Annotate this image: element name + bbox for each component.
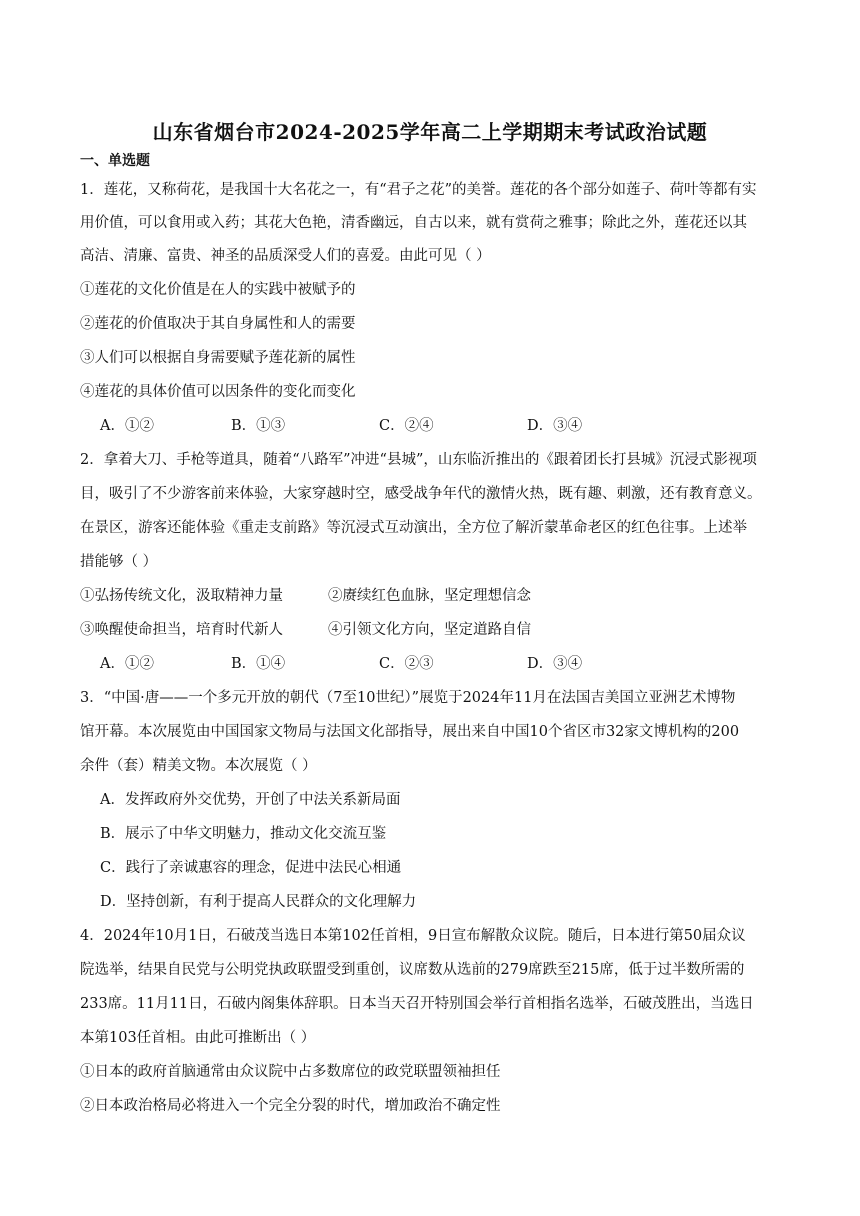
q3-line-1: 3．“中国·唐——一个多元开放的朝代（7至10世纪）”展览于2024年11月在法国吉美国立亚洲艺术博物 (80, 690, 736, 706)
q1-statement-4: ④莲花的具体价值可以因条件的变化而变化 (80, 384, 356, 400)
q1-option-d[interactable]: D．③④ (527, 418, 583, 434)
q1-statement-3: ③人们可以根据自身需要赋予莲花新的属性 (80, 350, 356, 366)
q4-line-4: 本第103任首相。由此可推断出（ ） (80, 1030, 316, 1046)
q2-line-1: 2．拿着大刀、手枪等道具，随着“八路军”冲进“县城”，山东临沂推出的《跟着团长打县城》沉浸式影视项 (80, 452, 757, 468)
q1-options (100, 416, 780, 436)
q2-option-c[interactable]: C．②③ (379, 656, 434, 672)
section-heading: 一、单选题 (80, 153, 150, 169)
q2-statement-row-1 (80, 586, 780, 606)
page-title: 山东省烟台市2024-2025学年高二上学期期末考试政治试题 (152, 120, 708, 144)
q2-option-b[interactable]: B．①④ (231, 656, 286, 672)
q2-statement-3: ③唤醒使命担当，培育时代新人 (80, 622, 283, 638)
q2-line-4: 措能够（ ） (80, 554, 158, 570)
q3-option-c[interactable]: C．践行了亲诚惠容的理念，促进中法民心相通 (100, 860, 402, 876)
q1-statement-1: ①莲花的文化价值是在人的实践中被赋予的 (80, 282, 356, 298)
q1-option-b[interactable]: B．①③ (231, 418, 286, 434)
q4-line-2: 院选举，结果自民党与公明党执政联盟受到重创，议席数从选前的279席跌至215席，低于过半数所需的 (80, 962, 745, 978)
q2-options (100, 654, 780, 674)
q4-line-1: 4．2024年10月1日，石破茂当选日本第102任首相，9日宣布解散众议院。随后，日本进行第50届众议 (80, 928, 746, 944)
q3-line-3: 余件（套）精美文物。本次展览（ ） (80, 758, 317, 774)
q2-statement-1: ①弘扬传统文化，汲取精神力量 (80, 588, 283, 604)
q4-statement-1: ①日本的政府首脑通常由众议院中占多数席位的政党联盟领袖担任 (80, 1064, 501, 1080)
q4-line-3: 233席。11月11日，石破内阁集体辞职。日本当天召开特别国会举行首相指名选举，石破茂胜出，当选日 (80, 996, 754, 1012)
q3-option-b[interactable]: B．展示了中华文明魅力，推动文化交流互鉴 (100, 826, 387, 842)
q3-option-d[interactable]: D．坚持创新，有利于提高人民群众的文化理解力 (100, 894, 417, 910)
q4-statement-2: ②日本政治格局必将进入一个完全分裂的时代，增加政治不确定性 (80, 1098, 501, 1114)
q2-statement-4: ④引领文化方向，坚定道路自信 (328, 622, 531, 638)
q2-option-a[interactable]: A．①② (100, 656, 154, 672)
q1-statement-2: ②莲花的价值取决于其自身属性和人的需要 (80, 316, 356, 332)
q1-option-a[interactable]: A．①② (100, 418, 154, 434)
q1-option-c[interactable]: C．②④ (379, 418, 434, 434)
q2-option-d[interactable]: D．③④ (527, 656, 583, 672)
q2-line-2: 目，吸引了不少游客前来体验，大家穿越时空，感受战争年代的激情火热，既有趣、刺激，还有教育意义。 (80, 486, 762, 502)
q1-line-1: 1．莲花，又称荷花，是我国十大名花之一，有“君子之花”的美誉。莲花的各个部分如莲子、荷叶等都有实 (80, 182, 757, 198)
q3-option-a[interactable]: A．发挥政府外交优势，开创了中法关系新局面 (100, 792, 401, 808)
q2-statement-row-2 (80, 620, 780, 640)
q1-line-3: 高洁、清廉、富贵、神圣的品质深受人们的喜爱。由此可见（ ） (80, 248, 491, 264)
q3-line-2: 馆开幕。本次展览由中国国家文物局与法国文化部指导，展出来自中国10个省区市32家文博机构的200 (80, 724, 740, 740)
q2-line-3: 在景区，游客还能体验《重走支前路》等沉浸式互动演出，全方位了解沂蒙革命老区的红色往事。上述举 (80, 520, 747, 536)
q2-statement-2: ②赓续红色血脉，坚定理想信念 (328, 588, 531, 604)
q1-line-2: 用价值，可以食用或入药；其花大色艳，清香幽远，自古以来，就有赏荷之雅事；除此之外，莲花还以其 (80, 215, 747, 231)
